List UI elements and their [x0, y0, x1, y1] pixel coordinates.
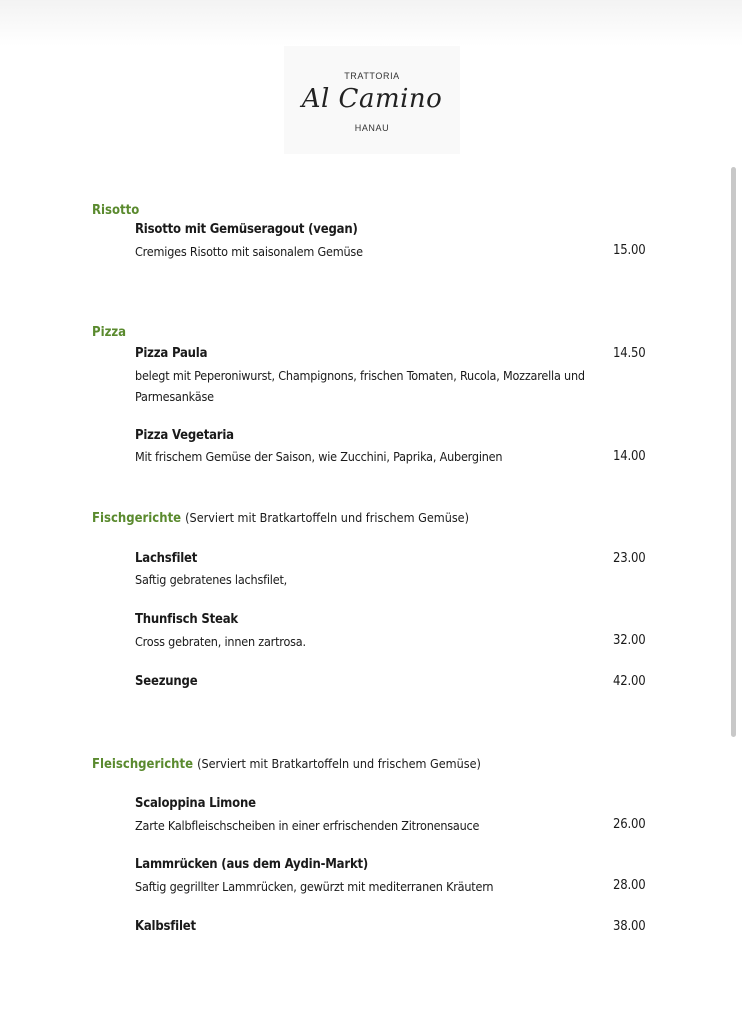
category-title: Risotto	[92, 203, 140, 218]
menu-item-price: 42.00	[613, 674, 646, 689]
menu-item-price: 14.00	[613, 449, 646, 464]
menu-item-description: Zarte Kalbfleischscheiben in einer erfrischenden Zitronensauce	[135, 818, 480, 833]
category-title: Fischgerichte	[92, 511, 182, 526]
menu-item-name: Kalbsfilet	[135, 919, 196, 934]
menu-item-name: Seezunge	[135, 674, 198, 689]
category-fleischgerichte	[92, 756, 481, 772]
menu-item-description: Saftig gebratenes lachsfilet,	[135, 572, 288, 587]
logo-top-text: TRATTORIA	[344, 71, 400, 81]
menu-item-name: Thunfisch Steak	[135, 612, 238, 627]
menu-item-description: Mit frischem Gemüse der Saison, wie Zucchini, Paprika, Auberginen	[135, 449, 503, 464]
category-fischgerichte	[92, 510, 469, 526]
menu-item-name: Pizza Vegetaria	[135, 428, 234, 443]
menu-item-name: Lachsfilet	[135, 551, 198, 566]
menu-item-price: 32.00	[613, 633, 646, 648]
category-pizza	[92, 325, 126, 340]
category-title: Pizza	[92, 325, 127, 340]
menu-item-description: Saftig gegrillter Lammrücken, gewürzt mit mediterranen Kräutern	[135, 879, 494, 894]
menu-item-name: Risotto mit Gemüseragout (vegan)	[135, 222, 358, 237]
menu-item-price: 28.00	[613, 878, 646, 893]
category-risotto	[92, 203, 139, 218]
vertical-scrollbar[interactable]	[731, 167, 736, 737]
menu-item-price: 14.50	[613, 346, 646, 361]
menu-item-price: 38.00	[613, 919, 646, 934]
menu-item-price: 15.00	[613, 243, 646, 258]
logo-bottom-text: HANAU	[354, 123, 390, 133]
category-note: (Serviert mit Bratkartoffeln und frischem Gemüse)	[185, 510, 469, 525]
menu-item-description: Cremiges Risotto mit saisonalem Gemüse	[135, 244, 363, 259]
top-shade	[0, 0, 742, 46]
menu-item-price: 23.00	[613, 551, 646, 566]
menu-item-name: Scaloppina Limone	[135, 796, 256, 811]
logo-name: Al Camino	[301, 84, 443, 114]
menu-item-price: 26.00	[613, 817, 646, 832]
menu-item-name: Lammrücken (aus dem Aydin-Markt)	[135, 857, 369, 872]
restaurant-logo	[284, 46, 460, 154]
menu-item-name: Pizza Paula	[135, 346, 208, 361]
menu-item-description: Cross gebraten, innen zartrosa.	[135, 634, 306, 649]
category-note: (Serviert mit Bratkartoffeln und frischem Gemüse)	[197, 756, 481, 771]
menu-item-description: belegt mit Peperoniwurst, Champignons, frischen Tomaten, Rucola, Mozzarella und Parmesankäse	[135, 368, 585, 404]
category-title: Fleischgerichte	[92, 757, 194, 772]
